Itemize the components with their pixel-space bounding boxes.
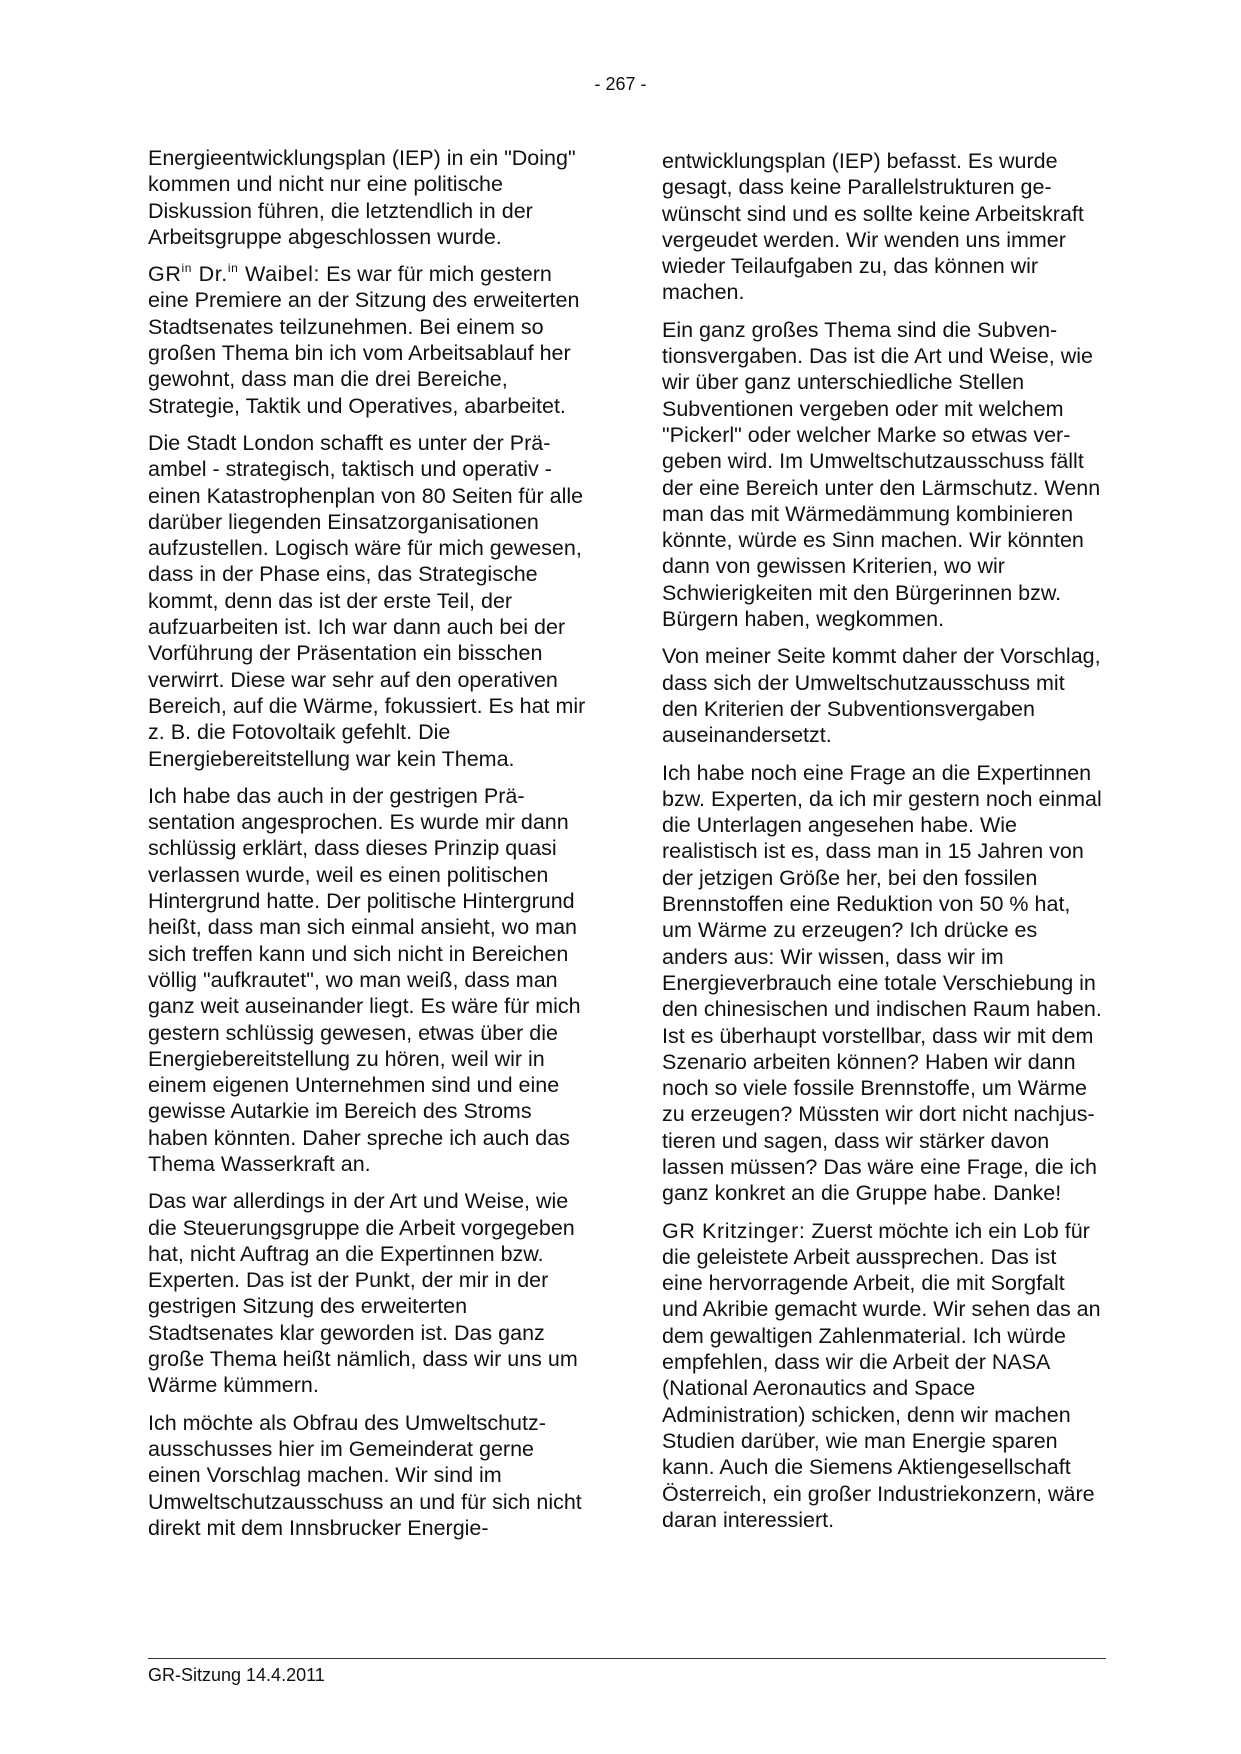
- footer-session-date: GR-Sitzung 14.4.2011: [148, 1665, 325, 1685]
- paragraph: Energieentwicklungsplan (IEP) in ein "Doing" kommen und nicht nur eine politische Diskussion führen, die letztendlich in der Arbeitsgruppe abgeschlossen wurde.: [148, 146, 576, 249]
- paragraph: Ich habe das auch in der gestrigen Präsentation angesprochen. Es wurde mir dann schlüssig erklärt, dass dieses Prinzip quasi verlassen wurde, weil es einen politischen Hintergrund hatte. Der politische Hintergrund heißt, dass man sich einmal ansieht, wo man sich treffen kann und sich nicht in Bereichen völlig "aufkrautet", wo man weiß, dass man ganz weit auseinander liegt. Es wäre für mich gestern schlüssig gewesen, etwas über die Energiebereitstellung zu hören, weil wir in einem eigenen Unternehmen sind und eine gewisse Autarkie im Bereich des Stroms haben könnten. Daher spreche ich auch das Thema Wasserkraft an.: [148, 783, 581, 1176]
- paragraph: Von meiner Seite kommt daher der Vorschlag, dass sich der Umweltschutzausschuss mit den Kriterien der Subventionsvergaben auseinandersetzt.: [662, 644, 1101, 748]
- page-number: - 267 -: [594, 74, 647, 94]
- speaker-paragraph-waibel: [148, 261, 588, 419]
- speaker-title-gr: GR: [148, 262, 182, 287]
- paragraph: Die Stadt London schafft es unter der Präambel - strategisch, taktisch und operativ - einen Katastrophenplan von 80 Seiten für alle darüber liegenden Einsatzorganisationen aufzustellen. Logisch wäre für mich gewesen, dass in der Phase eins, das Strategische kommt, denn das ist der erste Teil, der aufzuarbeiten ist. Ich war dann auch bei der Vorführung der Präsentation ein bisschen verwirrt. Diese war sehr auf den operativen Bereich, auf die Wärme, fokussiert. Es hat mir z. B. die Fotovoltaik gefehlt. Die Energiebereitstellung war kein Thema.: [148, 430, 586, 771]
- left-column: [148, 145, 588, 1552]
- paragraph: Ich möchte als Obfrau des Umweltschutzausschusses hier im Gemeinderat gerne einen Vorschlag machen. Wir sind im Umweltschutzausschuss an und für sich nicht direkt mit dem Innsbrucker Energie-: [148, 1410, 582, 1540]
- paragraph: Das war allerdings in der Art und Weise, wie die Steuerungsgruppe die Arbeit vorgegeben hat, nicht Auftrag an die Expertinnen bzw. Experten. Das ist der Punkt, der mir in der gestrigen Sitzung des erweiterten Stadtsenates klar geworden ist. Das ganz große Thema heißt nämlich, dass wir uns um Wärme kümmern.: [148, 1189, 578, 1398]
- speaker-name: Waibel:: [244, 262, 321, 287]
- speech-text: Zuerst möchte ich ein Lob für die geleistete Arbeit aussprechen. Das ist eine hervorragende Arbeit, die mit Sorgfalt und Akribie gemacht wurde. Wir sehen das an dem gewaltigen Zahlenmaterial. Ich würde empfehlen, dass wir die Arbeit der NASA (National Aeronautics and Space Administration) schicken, denn wir machen Studien darüber, wie man Energie sparen kann. Auch die Siemens Aktiengesellschaft Österreich, ein großer Industriekonzern, wäre daran interessiert.: [662, 1218, 1101, 1532]
- paragraph: Ein ganz großes Thema sind die Subventionsvergaben. Das ist die Art und Weise, wie wir über ganz unterschiedliche Stellen Subventionen vergeben oder mit welchem "Pickerl" oder welcher Marke so etwas vergeben wird. Im Umweltschutzausschuss fällt der eine Bereich unter den Lärmschutz. Wenn man das mit Wärmedämmung kombinieren könnte, würde es Sinn machen. Wir könnten dann von gewissen Kriterien, wo wir Schwierigkeiten mit den Bürgerinnen bzw. Bürgern haben, wegkommen.: [662, 317, 1101, 632]
- paragraph: Ich habe noch eine Frage an die Expertinnen bzw. Experten, da ich mir gestern noch einmal die Unterlagen angesehen habe. Wie realistisch ist es, dass man in 15 Jahren von der jetzigen Größe her, bei den fossilen Brennstoffen eine Reduktion von 50 % hat, um Wärme zu erzeugen? Ich drücke es anders aus: Wir wissen, dass wir im Energieverbrauch eine totale Verschiebung in den chinesischen und indischen Raum haben. Ist es überhaupt vorstellbar, dass wir mit dem Szenario arbeiten können? Haben wir dann noch so viele fossile Brennstoffe, um Wärme zu erzeugen? Müssten wir dort nicht nachjustieren und sagen, dass wir stärker davon lassen müssen? Das wäre eine Frage, die ich ganz konkret an die Gruppe habe. Danke!: [662, 760, 1102, 1206]
- footer-divider: [148, 1658, 1106, 1659]
- speaker-title: [148, 262, 320, 286]
- right-column: [662, 148, 1102, 1544]
- speaker-title-sup: in: [181, 261, 192, 276]
- speaker-paragraph-kritzinger: [662, 1218, 1102, 1534]
- speech-text: Es war für mich gestern eine Premiere an der Sitzung des erweiterten Stadtsenates teilzunehmen. Bei einem so großen Thema bin ich vom Arbeitsablauf her gewohnt, dass man die drei Bereiche, Strategie, Taktik und Operatives, abarbeitet.: [148, 262, 580, 418]
- speaker-title-dr: Dr.: [198, 262, 228, 287]
- speaker-title-sup: in: [227, 261, 239, 276]
- speaker-name: GR Kritzinger:: [662, 1218, 806, 1243]
- paragraph: entwicklungsplan (IEP) befasst. Es wurde gesagt, dass keine Parallelstrukturen gewünscht sind und es sollte keine Arbeitskraft vergeudet werden. Wir wenden uns immer wieder Teilaufgaben zu, das können wir machen.: [662, 149, 1084, 305]
